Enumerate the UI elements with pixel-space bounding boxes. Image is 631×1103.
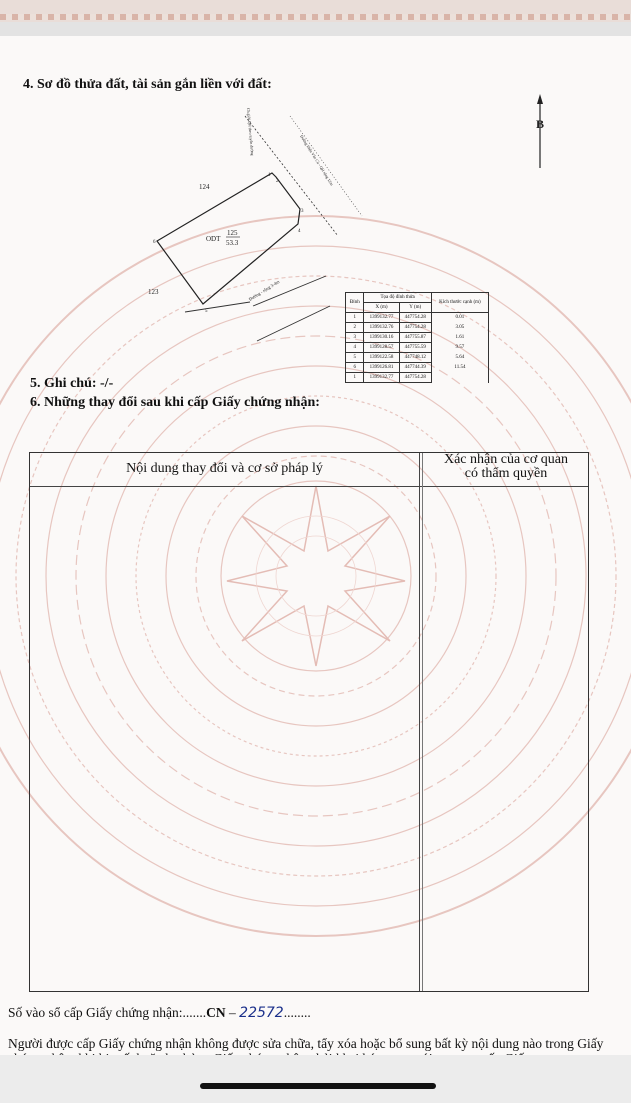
- col-content-header: Nội dung thay đổi và cơ sở pháp lý: [126, 461, 323, 476]
- notice-text: Người được cấp Giấy chứng nhận không được sửa chữa, tẩy xóa hoặc bổ sung bất kỳ nội dung nào trong Giấy: [8, 1036, 604, 1051]
- table-column-divider: [419, 453, 420, 991]
- top-decorative-border: [0, 0, 631, 22]
- cell-x: 1399132.76: [364, 323, 399, 333]
- col-confirm-line2: có thẩm quyền: [464, 466, 548, 481]
- cell-dinh: 1: [346, 313, 364, 323]
- vertex-2: 2: [276, 179, 279, 184]
- col-confirm-header: [423, 453, 589, 481]
- section-4-title: 4. Sơ đồ thửa đất, tài sản gắn liền với đất:: [23, 77, 272, 92]
- certificate-page: [0, 36, 631, 1055]
- col-dinh-header: Đỉnh: [346, 293, 364, 313]
- table-row: [346, 333, 489, 343]
- cell-length: 9.57: [431, 343, 488, 353]
- table-column-divider-inner: [422, 453, 423, 991]
- section-5-title: 5. Ghi chú: -/-: [30, 376, 114, 391]
- cell-dinh: 5: [346, 353, 364, 363]
- col-confirm-line1: Xác nhận của cơ quan: [443, 452, 568, 467]
- cell-x: 1399128.57: [364, 343, 399, 353]
- parcel-number: 125: [227, 229, 238, 237]
- road-top-label: Ch.giới QH theo tuyến đường: [246, 107, 256, 156]
- bottom-road-line-2: [257, 306, 330, 341]
- register-label: Số vào sổ cấp Giấy chứng nhận:: [8, 1005, 183, 1020]
- cell-dinh: 2: [346, 323, 364, 333]
- col-y-header: Y (m): [399, 303, 431, 313]
- north-label: B: [536, 117, 545, 131]
- vertex-1: 1: [268, 173, 271, 178]
- col-length-header: Kích thước cạnh (m): [431, 293, 488, 313]
- table-row: [346, 353, 489, 363]
- register-handwritten-number: 22572: [239, 1005, 284, 1021]
- cell-y: 447744.39: [399, 363, 431, 373]
- changes-table: [29, 452, 589, 992]
- register-dots-end: ........: [283, 1005, 311, 1020]
- register-dots: .......: [182, 1005, 207, 1020]
- cell-y: 447754.28: [399, 313, 431, 323]
- decorative-stripe: [0, 14, 631, 20]
- road-right-label: Đường Điện Văn Cù - QH rộng 12m: [299, 133, 335, 187]
- vertex-6: 6: [153, 240, 156, 245]
- vertex-4: 4: [298, 229, 301, 234]
- cell-length: 1.61: [431, 333, 488, 343]
- table-row: [346, 373, 489, 383]
- cell-dinh: 4: [346, 343, 364, 353]
- north-arrow-icon: [536, 94, 544, 168]
- register-number: [8, 1005, 311, 1021]
- vertex-3: 3: [301, 209, 304, 214]
- cell-y: 447754.28: [399, 373, 431, 383]
- cell-length: 5.64: [431, 353, 488, 363]
- cell-x: 1399132.77: [364, 373, 399, 383]
- table-row: [346, 363, 489, 373]
- land-type: ODT: [206, 235, 221, 243]
- cell-y: 447755.59: [399, 343, 431, 353]
- section-6-title: 6. Những thay đổi sau khi cấp Giấy chứng nhận:: [30, 395, 320, 410]
- parcel-area: 53.3: [226, 239, 239, 247]
- cell-length: 3.05: [431, 323, 488, 333]
- cell-dinh: 3: [346, 333, 364, 343]
- cell-x: 1399122.58: [364, 353, 399, 363]
- col-x-header: X (m): [364, 303, 399, 313]
- cell-y: 447748.12: [399, 353, 431, 363]
- coordinate-table: [345, 292, 489, 383]
- register-dash: ‒: [225, 1005, 240, 1020]
- table-header-divider: [30, 486, 588, 487]
- cell-dinh: 1: [346, 373, 364, 383]
- home-indicator[interactable]: [200, 1083, 436, 1089]
- neighbor-123: 123: [148, 288, 159, 296]
- neighbor-124: 124: [199, 183, 210, 191]
- table-row: [346, 323, 489, 333]
- cell-x: 1399132.77: [364, 313, 399, 323]
- bottom-area: [0, 1055, 631, 1103]
- cell-x: 1399126.81: [364, 363, 399, 373]
- cell-x: 1399130.16: [364, 333, 399, 343]
- page-gap: [0, 22, 631, 36]
- coord-title: Tọa độ đỉnh thửa: [364, 293, 431, 303]
- table-row: [346, 343, 489, 353]
- cell-length-empty: [431, 373, 488, 383]
- cell-length: 0.01: [431, 313, 488, 323]
- register-prefix: CN: [206, 1005, 226, 1020]
- lower-edge-line: [185, 302, 250, 312]
- road-bottom-label: Đường - rộng 3-4m: [247, 278, 281, 302]
- cell-y: 447755.87: [399, 333, 431, 343]
- cell-length: 11.54: [431, 363, 488, 373]
- cell-y: 447754.28: [399, 323, 431, 333]
- table-row: [346, 313, 489, 323]
- road-edge-line: [290, 116, 362, 216]
- cell-dinh: 6: [346, 363, 364, 373]
- vertex-5: 5: [205, 309, 208, 314]
